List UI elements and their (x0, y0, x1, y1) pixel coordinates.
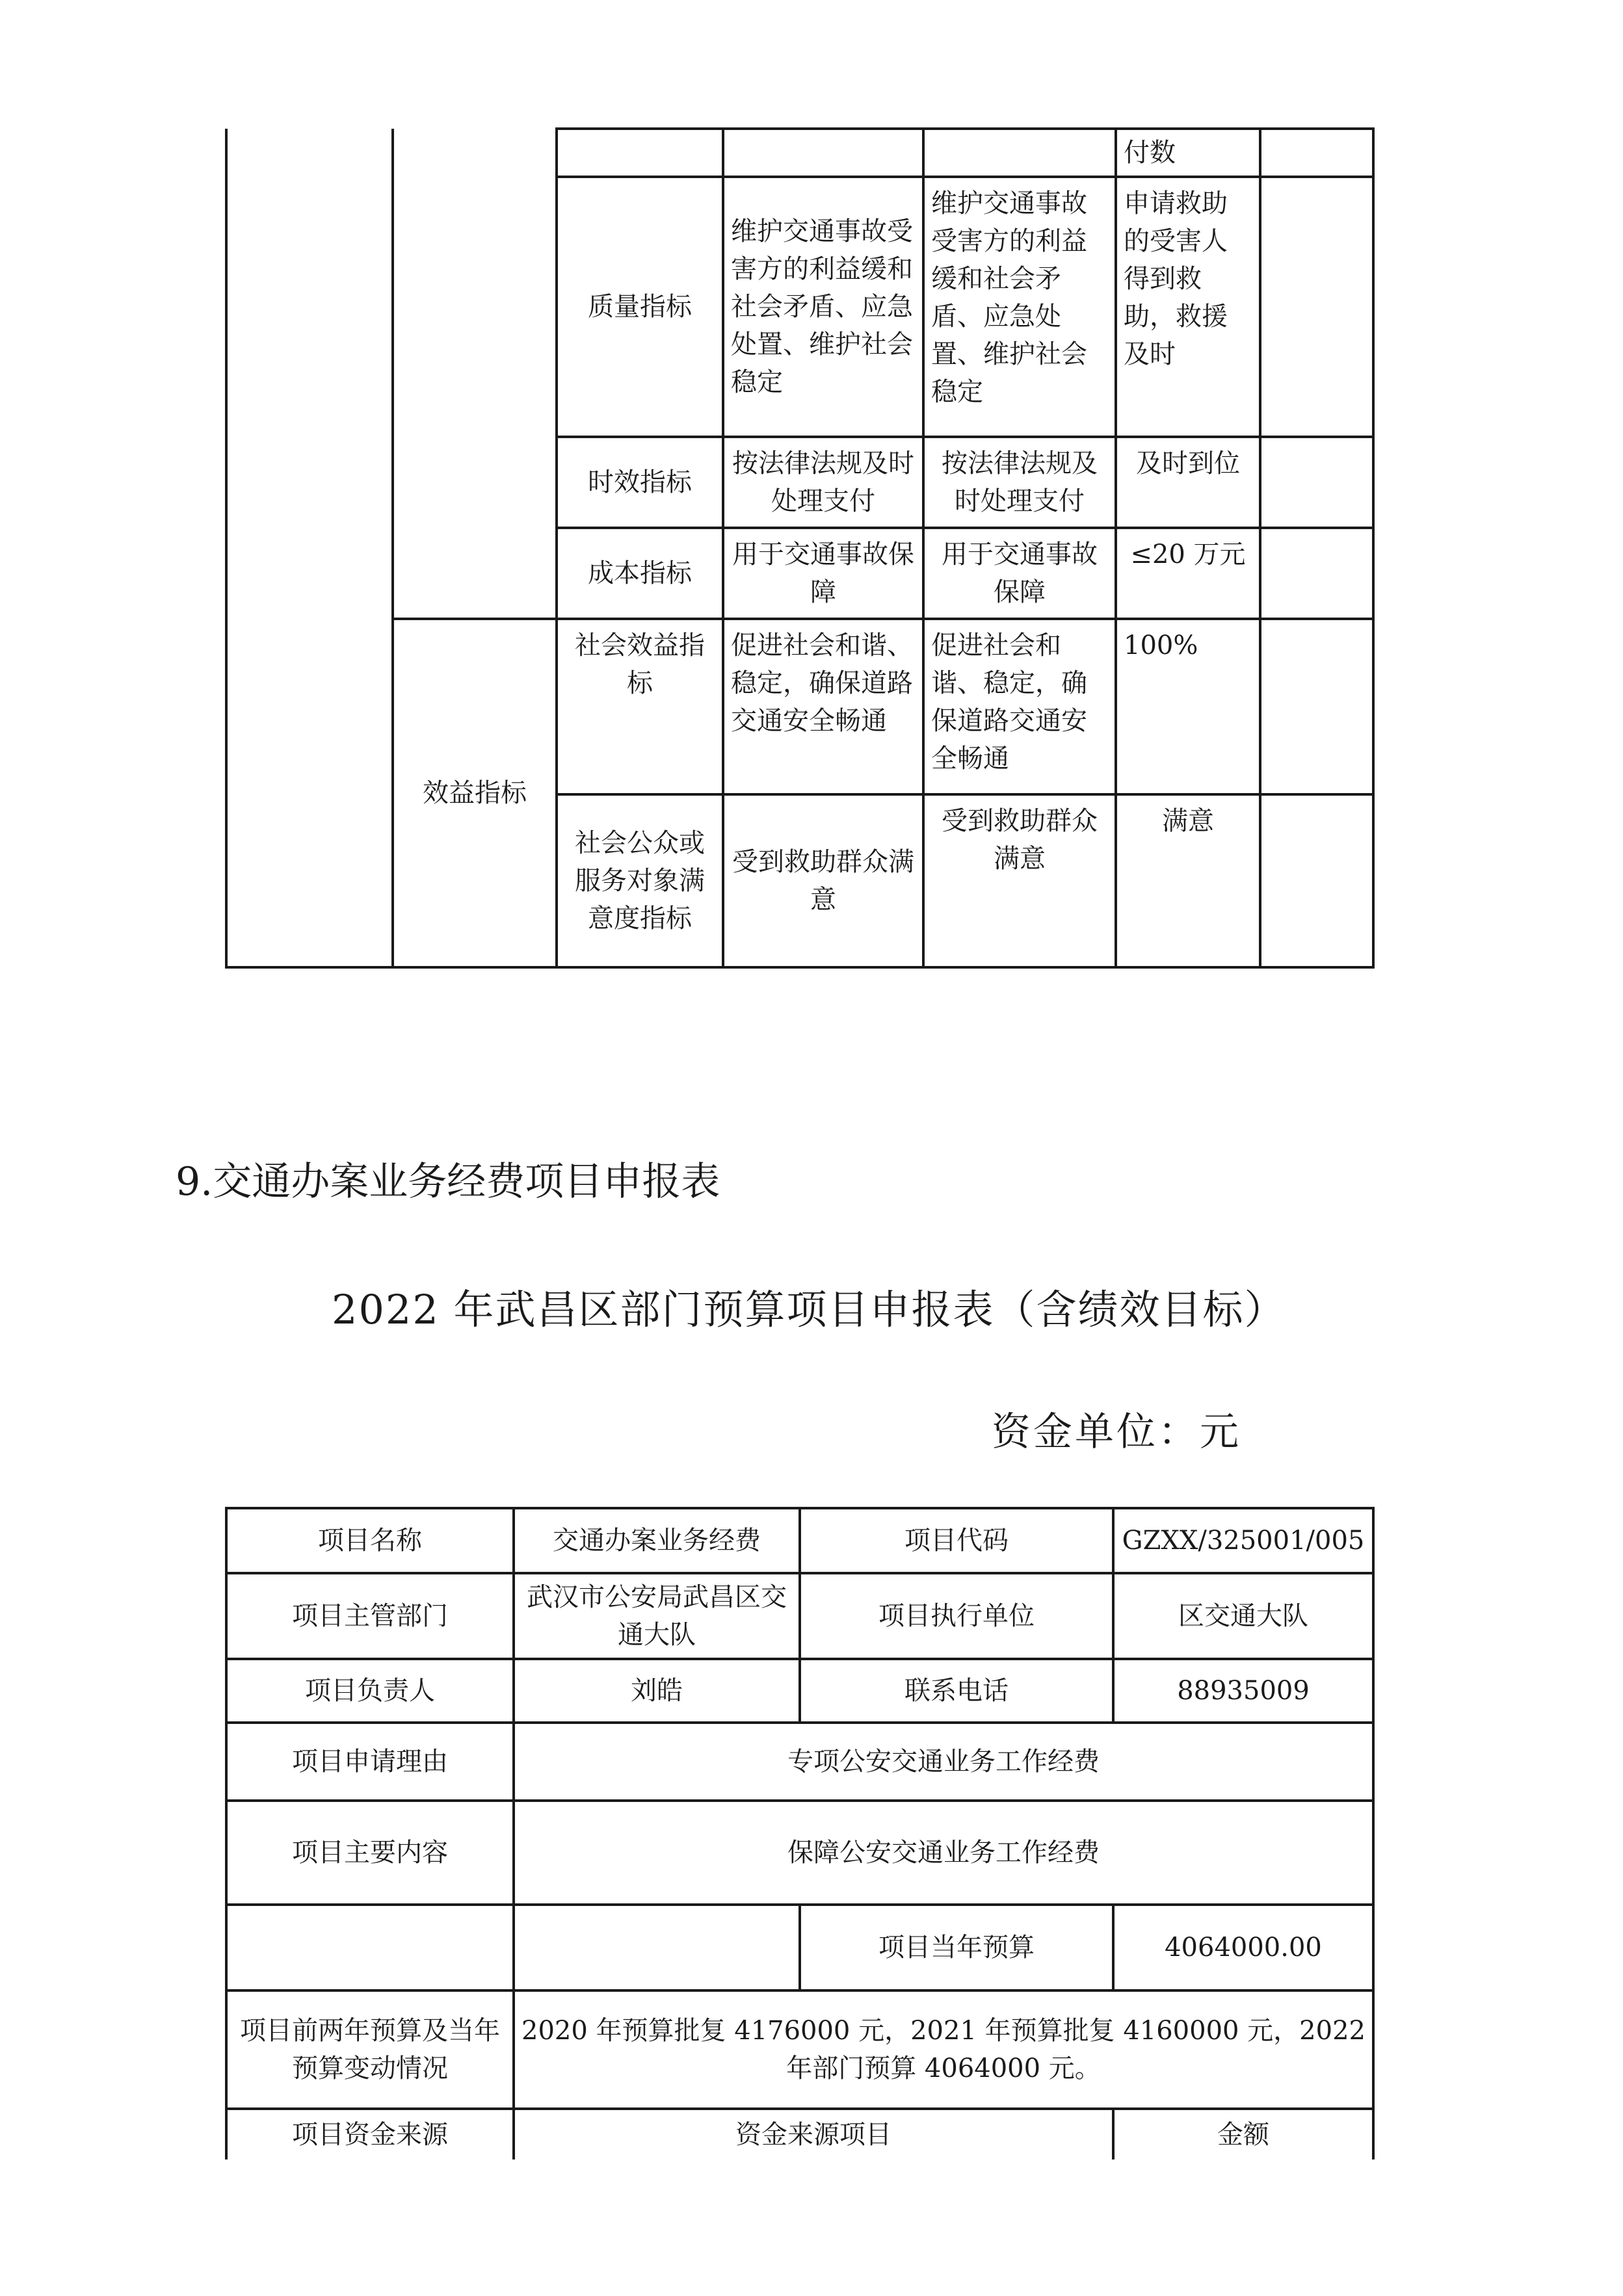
project-name-label: 项目名称 (226, 1508, 514, 1573)
table-cell: 维护交通事故受害方的利益缓和社会矛盾、应急处置、维护社会稳定 (723, 177, 923, 437)
table-cell: 按法律法规及时处理支付 (923, 437, 1116, 528)
table-cell: 及时到位 (1116, 437, 1260, 528)
indicator-label: 质量指标 (557, 177, 723, 437)
table-cell (1260, 437, 1373, 528)
exec-unit-value: 区交通大队 (1113, 1573, 1373, 1659)
form-title: 2022 年武昌区部门预算项目申报表（含绩效目标） (332, 1286, 1286, 1333)
table-cell: 促进社会和谐、稳定，确保道路交通安全畅通 (723, 619, 923, 794)
table-cell: 受到救助群众满意 (923, 794, 1116, 967)
budget-value: 4064000.00 (1113, 1905, 1373, 1990)
fund-item-label: 资金来源项目 (514, 2109, 1113, 2159)
history-label: 项目前两年预算及当年预算变动情况 (226, 1990, 514, 2109)
table-cell (514, 1905, 800, 1990)
table-cell (226, 1905, 514, 1990)
table-cell (557, 129, 723, 177)
performance-indicator-table (225, 127, 1375, 969)
table-cell (723, 129, 923, 177)
table-cell (1260, 528, 1373, 619)
table-cell: 促进社会和谐、稳定，确保道路交通安全畅通 (923, 619, 1116, 794)
phone-value: 88935009 (1113, 1659, 1373, 1723)
table-cell: ≤20 万元 (1116, 528, 1260, 619)
phone-label: 联系电话 (800, 1659, 1113, 1723)
content-value: 保障公安交通业务工作经费 (514, 1801, 1373, 1905)
table-cell (1260, 177, 1373, 437)
indicator-label: 时效指标 (557, 437, 723, 528)
amount-label: 金额 (1113, 2109, 1373, 2159)
blank-subgroup-cell (393, 129, 557, 619)
table-cell: 付数 (1116, 129, 1260, 177)
indicator-label: 社会效益指标 (557, 619, 723, 794)
budget-label: 项目当年预算 (800, 1905, 1113, 1990)
fund-source-label: 项目资金来源 (226, 2109, 514, 2159)
indicator-label: 成本指标 (557, 528, 723, 619)
content-label: 项目主要内容 (226, 1801, 514, 1905)
reason-value: 专项公安交通业务工作经费 (514, 1723, 1373, 1801)
table-cell: 申请救助的受害人得到救助，救援及时 (1116, 177, 1260, 437)
table-cell: 用于交通事故保障 (723, 528, 923, 619)
section-title: 9.交通办案业务经费项目申报表 (176, 1159, 720, 1205)
project-application-table (225, 1507, 1375, 2159)
leader-label: 项目负责人 (226, 1659, 514, 1723)
blank-group-cell (226, 129, 393, 967)
table-cell: 维护交通事故受害方的利益缓和社会矛盾、应急处置、维护社会稳定 (923, 177, 1116, 437)
history-value: 2020 年预算批复 4176000 元，2021 年预算批复 4160000 元，2022 年部门预算 4064000 元。 (514, 1990, 1373, 2109)
table-cell: 用于交通事故保障 (923, 528, 1116, 619)
indicator-label: 社会公众或服务对象满意度指标 (557, 794, 723, 967)
table-cell: 100% (1116, 619, 1260, 794)
benefit-indicator-group: 效益指标 (393, 619, 557, 967)
fund-unit-label: 资金单位：元 (992, 1409, 1241, 1455)
table-cell (1260, 794, 1373, 967)
dept-label: 项目主管部门 (226, 1573, 514, 1659)
exec-unit-label: 项目执行单位 (800, 1573, 1113, 1659)
table-cell (923, 129, 1116, 177)
reason-label: 项目申请理由 (226, 1723, 514, 1801)
dept-value: 武汉市公安局武昌区交通大队 (514, 1573, 800, 1659)
project-name-value: 交通办案业务经费 (514, 1508, 800, 1573)
project-code-label: 项目代码 (800, 1508, 1113, 1573)
table-cell: 按法律法规及时处理支付 (723, 437, 923, 528)
table-cell (1260, 619, 1373, 794)
table-cell: 满意 (1116, 794, 1260, 967)
leader-value: 刘皓 (514, 1659, 800, 1723)
table-cell: 受到救助群众满意 (723, 794, 923, 967)
project-code-value: GZXX/325001/005 (1113, 1508, 1373, 1573)
table-cell (1260, 129, 1373, 177)
